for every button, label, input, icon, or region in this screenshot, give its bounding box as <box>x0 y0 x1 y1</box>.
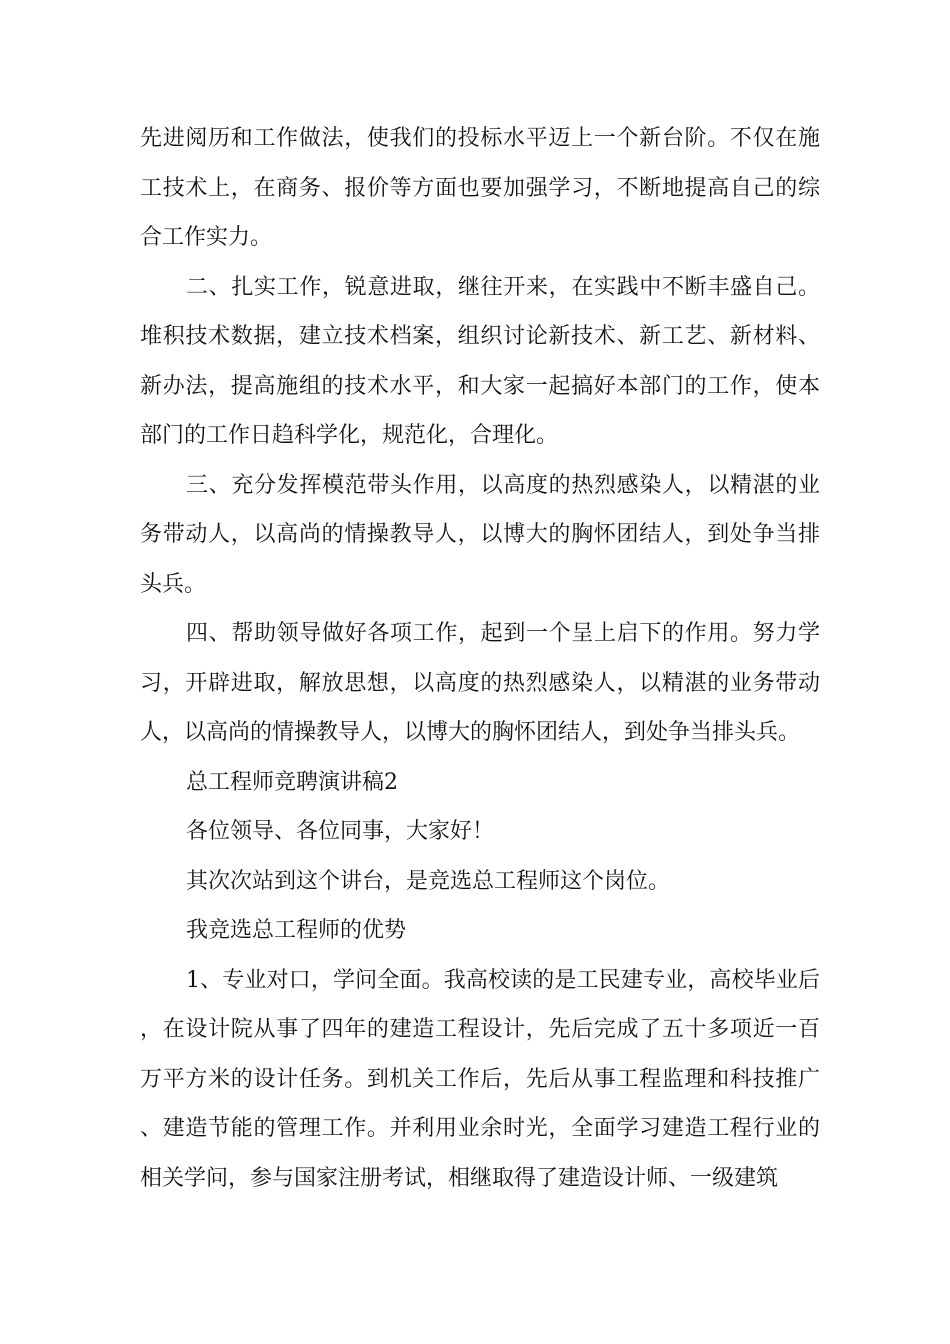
body-paragraph: 三、充分发挥模范带头作用，以高度的热烈感染人，以精湛的业务带动人，以高尚的情操教导人，以博大的胸怀团结人，到处争当排头兵。 <box>140 472 820 597</box>
body-paragraph: 其次次站到这个讲台，是竞选总工程师这个岗位。 <box>186 868 671 894</box>
body-paragraph: 1、专业对口，学问全面。我高校读的是工民建专业，高校毕业后，在设计院从事了四年的建造工程设计，先后完成了五十多项近一百万平方米的设计任务。到机关工作后，先后从事工程监理和科技推广、建造节能的管理工作。并利用业余时光，全面学习建造工程行业的相关学问，参与国家注册考试，相继取得了建造设计师、一级建筑 <box>140 967 820 1191</box>
body-paragraph: 二、扎实工作，锐意进取，继往开来，在实践中不断丰盛自己。堆积技术数据，建立技术档案，组织讨论新技术、新工艺、新材料、新办法，提高施组的技术水平，和大家一起搞好本部门的工作，使本部门的工作日趋科学化，规范化，合理化。 <box>140 274 820 448</box>
greeting-line: 各位领导、各位同事，大家好！ <box>186 819 495 844</box>
body-paragraph: 先进阅历和工作做法，使我们的投标水平迈上一个新台阶。不仅在施工技术上，在商务、报价等方面也要加强学习，不断地提高自己的综合工作实力。 <box>140 126 820 250</box>
section-title: 总工程师竞聘演讲稿2 <box>186 769 398 795</box>
body-paragraph: 四、帮助领导做好各项工作，起到一个呈上启下的作用。努力学习，开辟进取，解放思想，以高度的热烈感染人，以精湛的业务带动人，以高尚的情操教导人，以博大的胸怀团结人，到处争当排头兵。 <box>140 621 820 745</box>
subheading: 我竞选总工程师的优势 <box>186 918 407 943</box>
document-page <box>140 114 820 1203</box>
